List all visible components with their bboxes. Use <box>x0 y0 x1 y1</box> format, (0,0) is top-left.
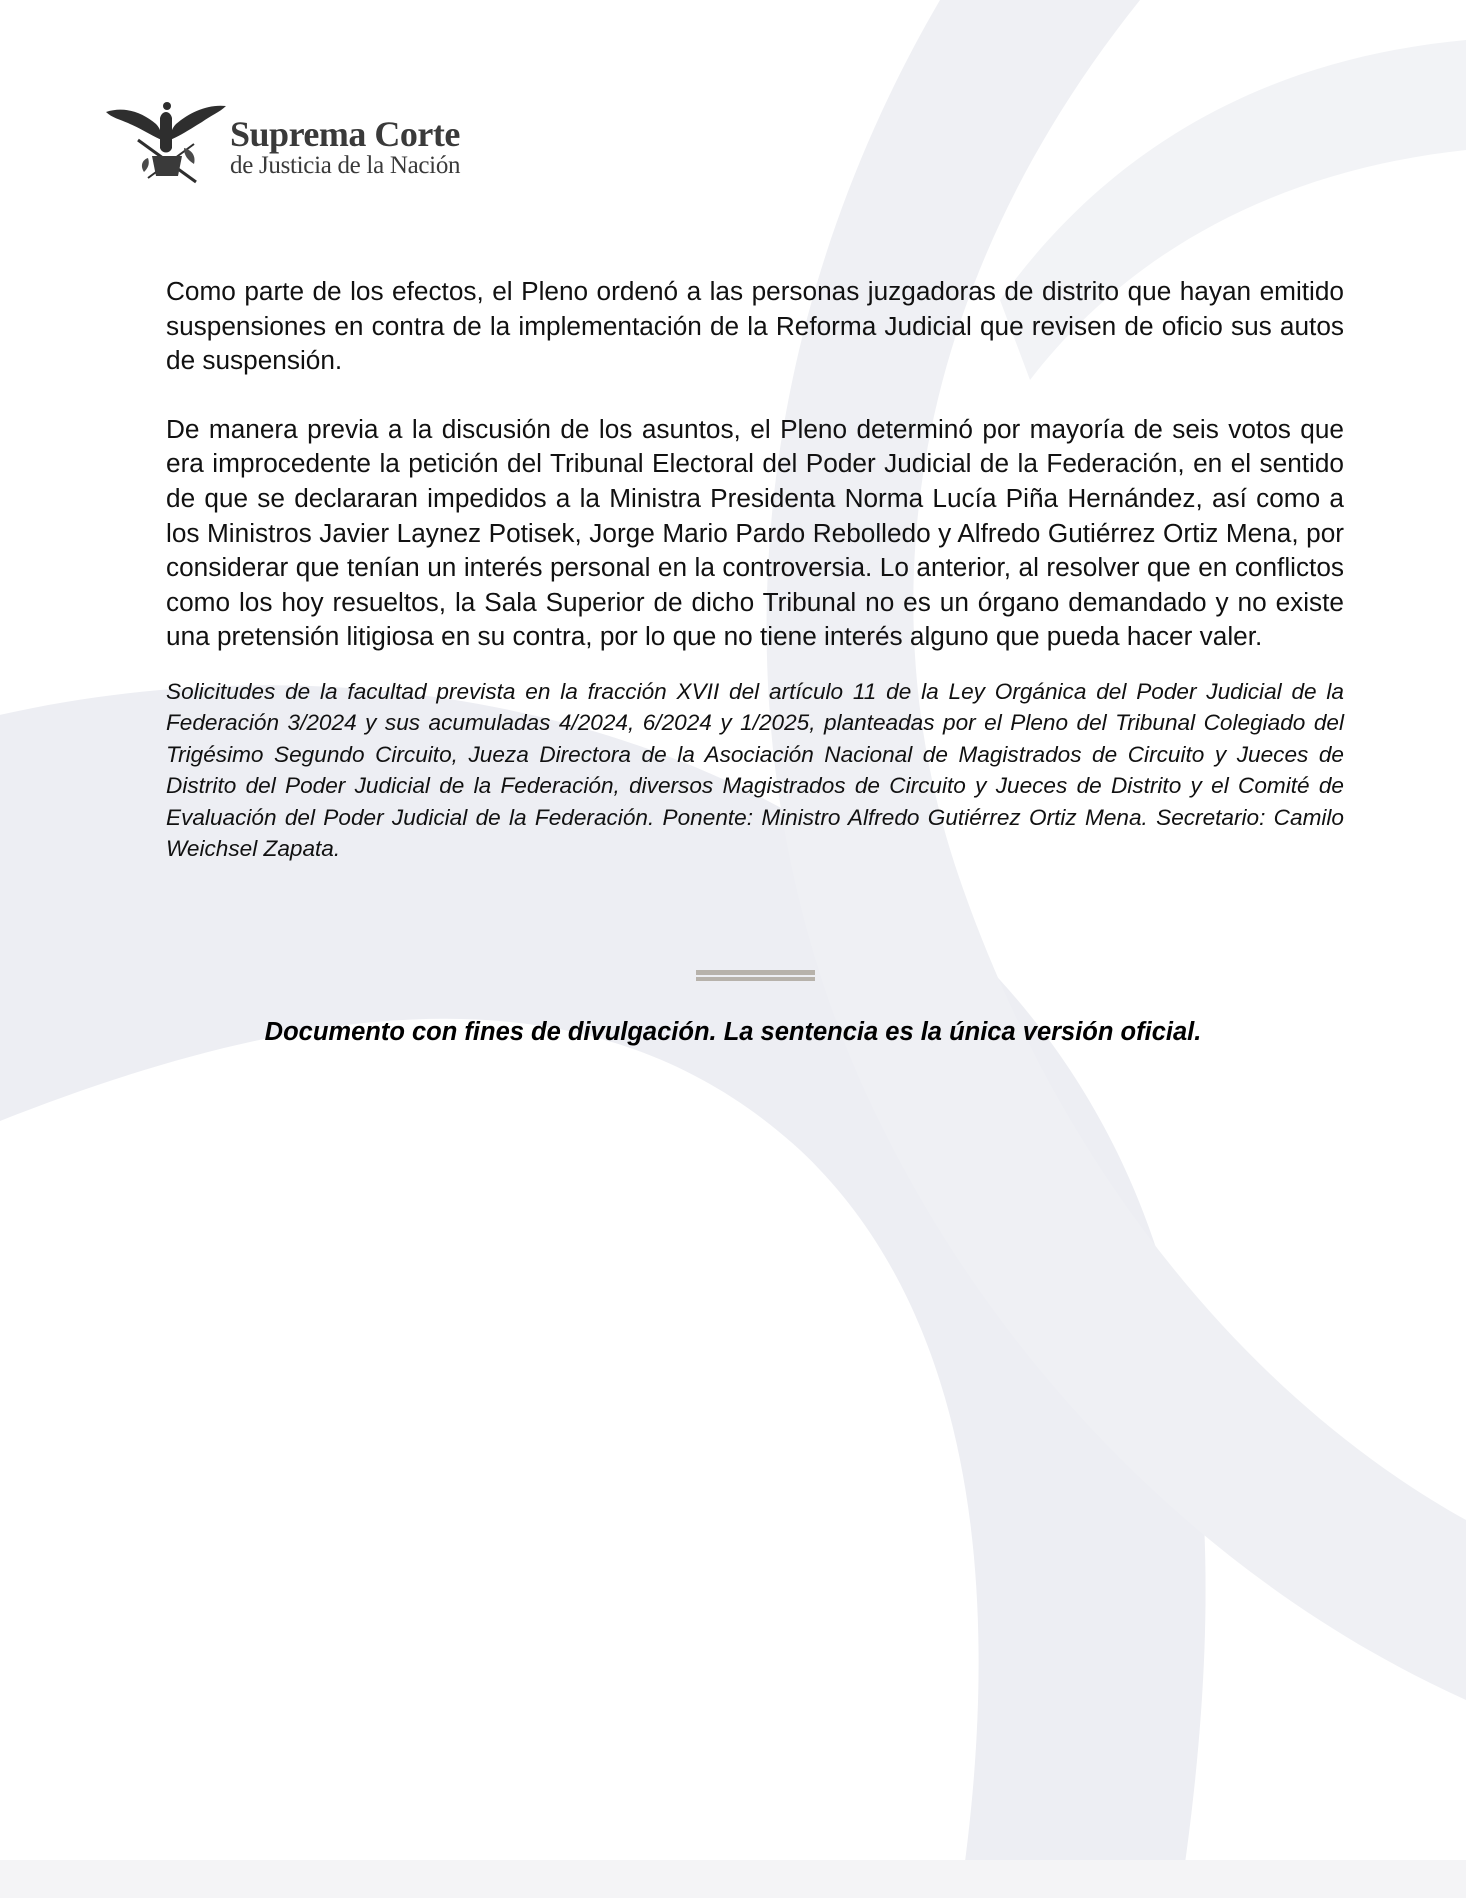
paragraph-effects: Como parte de los efectos, el Pleno ordenó a las personas juzgadoras de distrito que hayan emitido suspensiones en contra de la implementación de la Reforma Judicial que revisen de oficio sus autos de suspensión. <box>166 276 1344 376</box>
section-divider <box>696 970 815 982</box>
paragraph-impediments: De manera previa a la discusión de los asuntos, el Pleno determinó por mayoría de seis votos que era improcedente la petición del Tribunal Electoral del Poder Judicial de la Federación, en el sentido de que se declararan impedidos a la Ministra Presidenta Norma Lucía Piña Hernández, así como a los Ministros Javier Laynez Potisek, Jorge Mario Pardo Rebolledo y Alfredo Gutiérrez Ortiz Mena, por considerar que tenían un interés personal en la controversia. Lo anterior, al resolver que en conflictos como los hoy resueltos, la Sala Superior de dicho Tribunal no es un órgano demandado y no existe una pretensión litigiosa en su contra, por lo que no tiene interés alguno que pueda hacer valer. <box>166 413 1344 652</box>
mexican-eagle-emblem-icon <box>104 98 228 184</box>
case-citation: Solicitudes de la facultad prevista en la fracción XVII del artículo 11 de la Ley Orgánica del Poder Judicial de la Federación 3/2024 y sus acumuladas 4/2024, 6/2024 y 1/2025, planteadas por el Pleno del Tribunal Colegiado del Trigésimo Segundo Circuito, Jueza Directora de la Asociación Nacional de Magistrados de Circuito y Jueces de Distrito del Poder Judicial de la Federación, diversos Magistrados de Circuito y Jueces de Distrito y el Comité de Evaluación del Poder Judicial de la Federación. Ponente: Ministro Alfredo Gutiérrez Ortiz Mena. Secretario: Camilo Weichsel Zapata. <box>166 678 1344 862</box>
org-name-title: Suprema Corte <box>230 114 460 154</box>
divider-line-top <box>696 970 815 975</box>
disclaimer-note: Documento con fines de divulgación. La sentencia es la única versión oficial. <box>264 1018 1202 1046</box>
org-name-subtitle: de Justicia de la Nación <box>230 152 461 179</box>
scjn-logo <box>104 98 464 188</box>
divider-line-bottom <box>696 977 815 981</box>
document-body <box>166 274 1344 888</box>
